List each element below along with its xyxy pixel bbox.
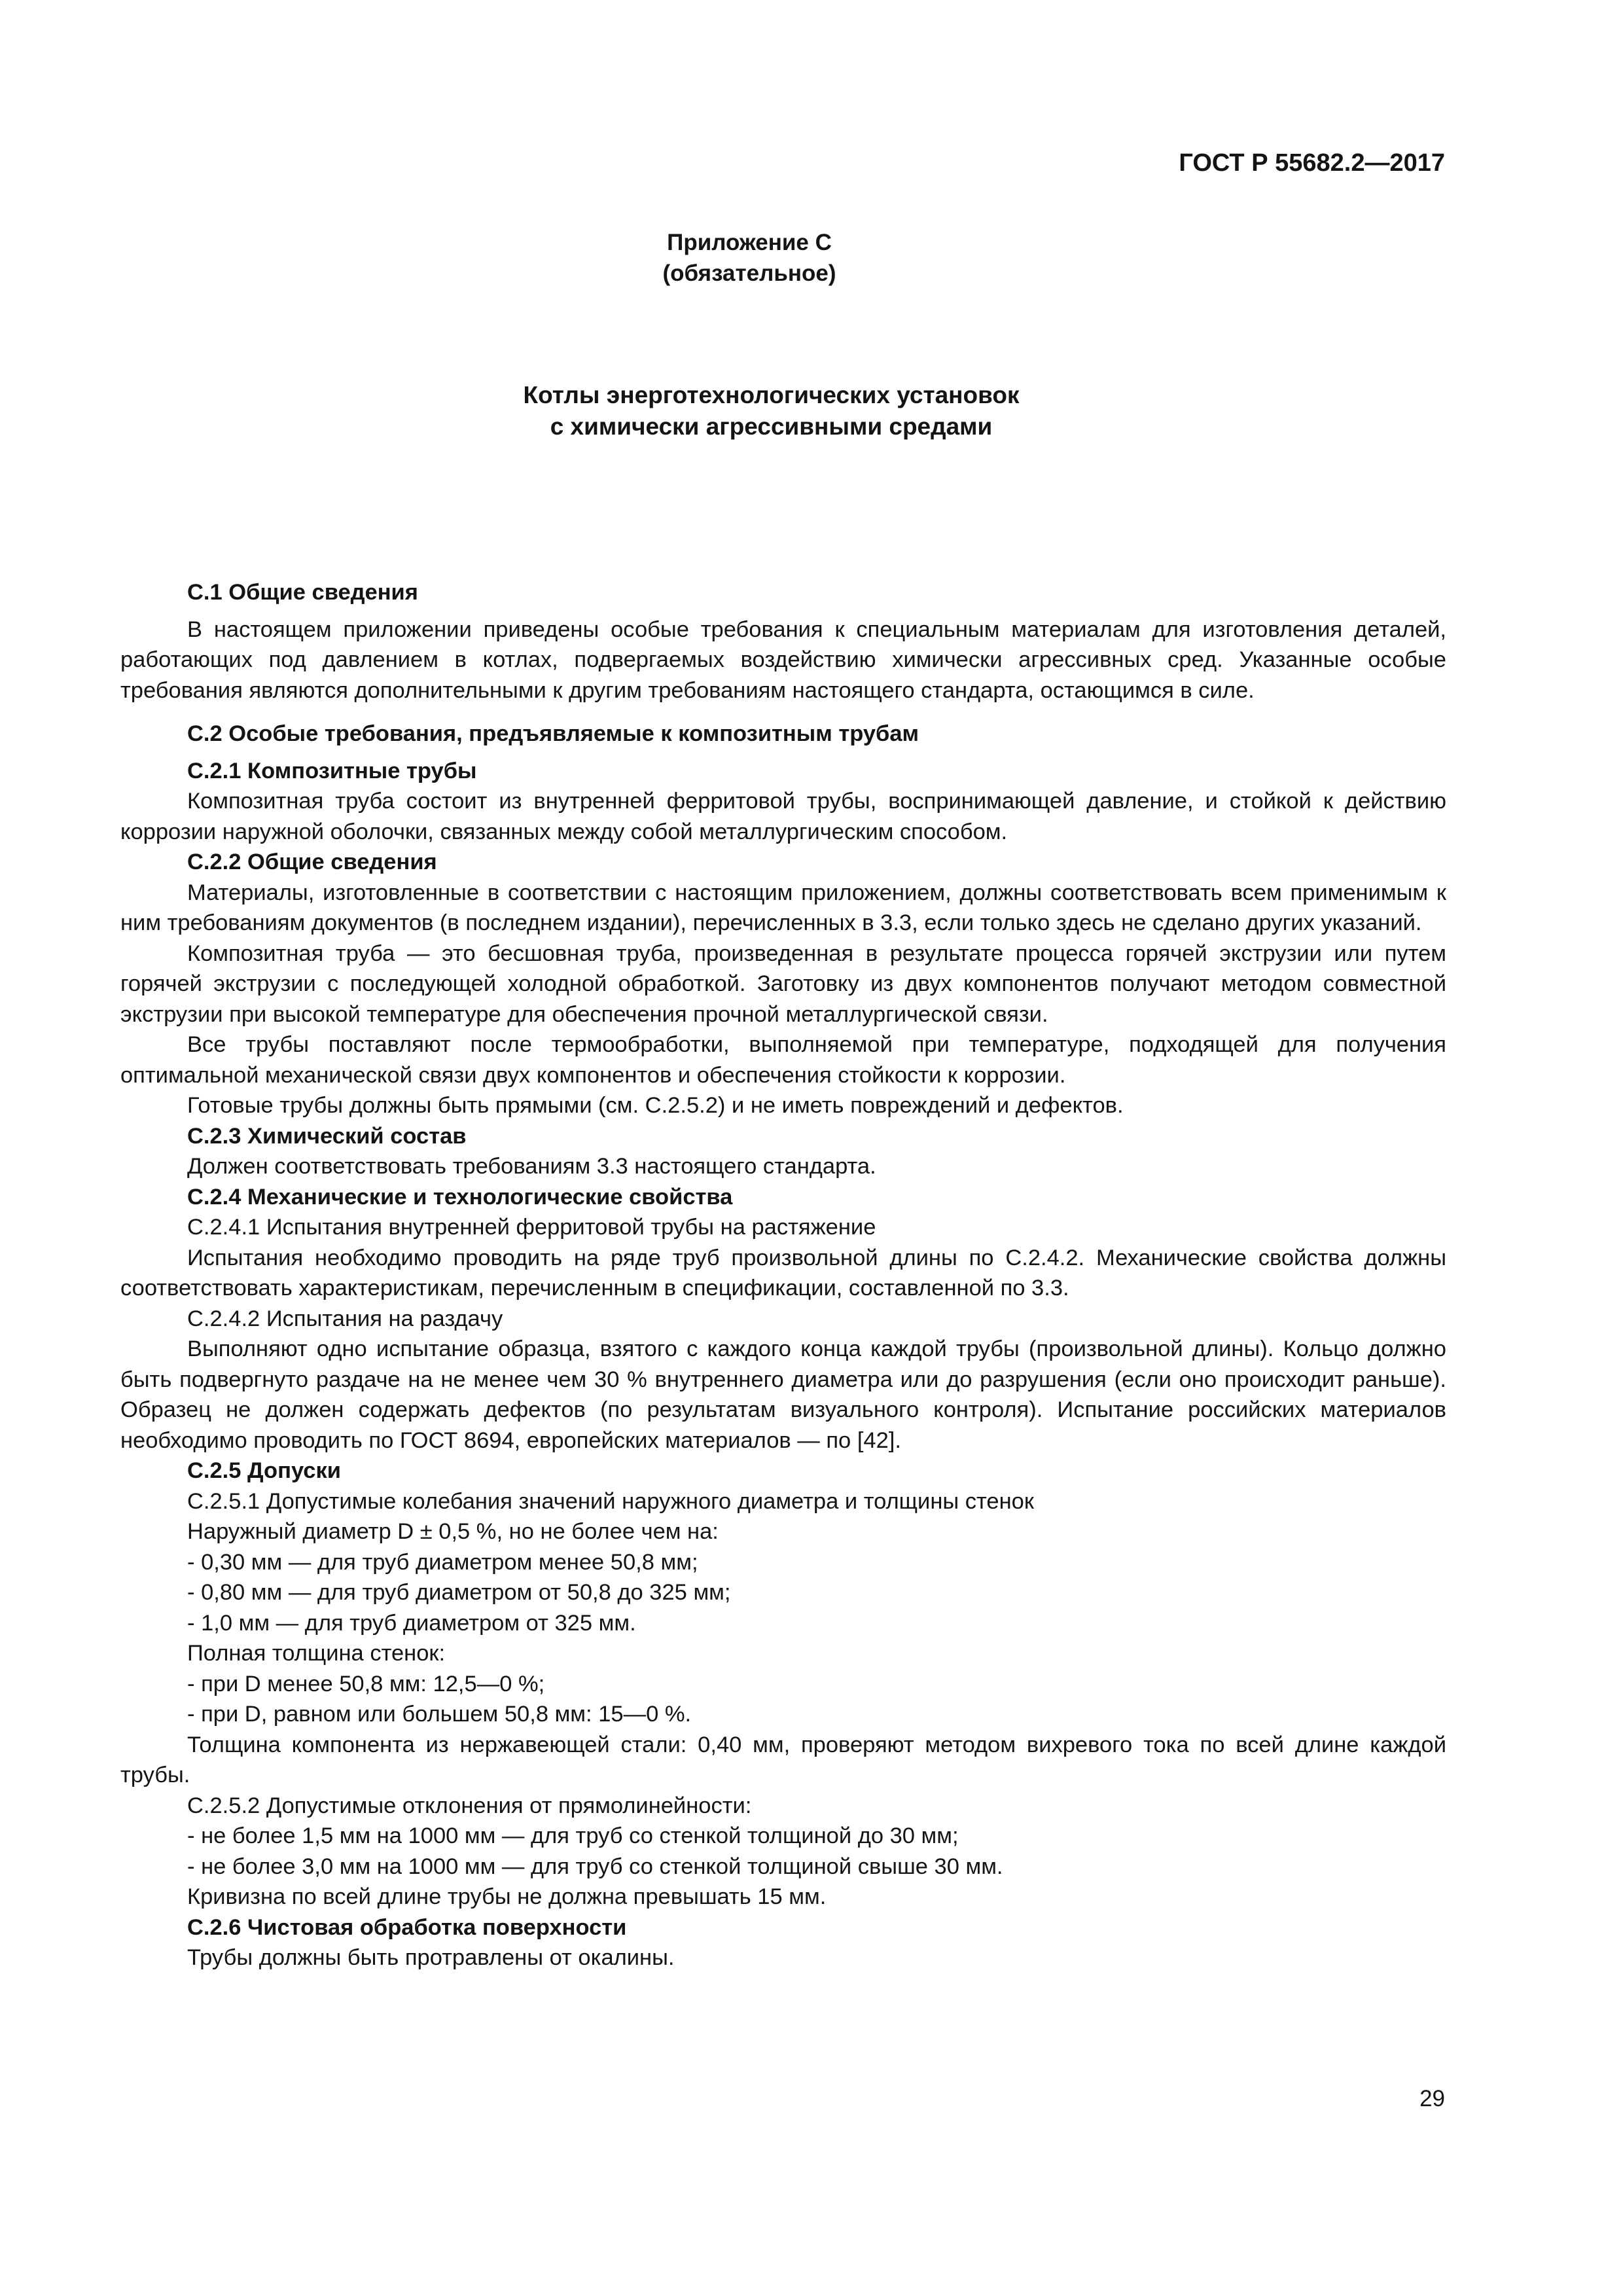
title-line-2: с химически агрессивными средами — [550, 413, 993, 440]
annex-status: (обязательное) — [662, 260, 836, 286]
page-title — [0, 380, 1623, 442]
list-item: - при D менее 50,8 мм: 12,5—0 %; — [187, 1671, 545, 1696]
list-item: - не более 1,5 мм на 1000 мм — для труб со стенкой толщиной до 30 мм; — [187, 1823, 959, 1848]
paragraph: Испытания необходимо проводить на ряде труб произвольной длины по С.2.4.2. Механические свойства должны соответствовать характеристикам, перечисленным в спецификации, составленной по 3.3. — [120, 1245, 1446, 1300]
paragraph: Все трубы поставляют после термообработки, выполняемой при температуре, подходящей для получения оптимальной механической связи двух компонентов и обеспечения стойкости к коррозии. — [120, 1032, 1446, 1088]
subsection-heading: С.2.1 Композитные трубы — [187, 758, 477, 783]
document-body — [120, 577, 1446, 1973]
paragraph: Толщина компонента из нержавеющей стали: 0,40 мм, проверяют методом вихревого тока по всей длине каждой трубы. — [120, 1732, 1446, 1787]
paragraph: Готовые трубы должны быть прямыми (см. С.2.5.2) и не иметь повреждений и дефектов. — [187, 1093, 1124, 1118]
list-item: - 1,0 мм — для труб диаметром от 325 мм. — [187, 1610, 636, 1636]
paragraph: Наружный диаметр D ± 0,5 %, но не более чем на: — [187, 1519, 719, 1544]
subsection-heading: С.2.2 Общие сведения — [187, 850, 437, 874]
subsection-heading: С.2.4 Механические и технологические свойства — [187, 1184, 733, 1210]
clause-heading: С.2.4.2 Испытания на раздачу — [187, 1306, 503, 1331]
annex-label — [0, 227, 1623, 289]
list-item: - не более 3,0 мм на 1000 мм — для труб со стенкой толщиной свыше 30 мм. — [187, 1854, 1003, 1879]
paragraph: Выполняют одно испытание образца, взятого с каждого конца каждой трубы (произвольной длины). Кольцо должно быть подвергнуто раздаче на не менее чем 30 % внутреннего диаметра или до разрушения (если оно происходит раньше). Образец не должен содержать дефектов (по результатам визуального контроля). Испытание российских материалов необходимо проводить по ГОСТ 8694, европейских материалов — по [42]. — [120, 1336, 1446, 1453]
list-item: - 0,80 мм — для труб диаметром от 50,8 до 325 мм; — [187, 1580, 731, 1605]
paragraph: В настоящем приложении приведены особые требования к специальным материалам для изготовления деталей, работающих под давлением в котлах, подвергаемых воздействию химически агрессивных сред. Указанные особые требования являются дополнительными к другим требованиям настоящего стандарта, остающимся в силе. — [120, 617, 1446, 703]
page-number: 29 — [1419, 2086, 1445, 2111]
list-item: - при D, равном или большем 50,8 мм: 15—0 %. — [187, 1702, 692, 1727]
document-code: ГОСТ Р 55682.2—2017 — [1179, 149, 1445, 177]
clause-heading: С.2.4.1 Испытания внутренней ферритовой трубы на растяжение — [187, 1215, 876, 1240]
section-heading: С.1 Общие сведения — [187, 580, 418, 605]
list-item: - 0,30 мм — для труб диаметром менее 50,8 мм; — [187, 1549, 698, 1575]
paragraph: Полная толщина стенок: — [187, 1641, 446, 1666]
subsection-heading: С.2.5 Допуски — [187, 1458, 341, 1483]
subsection-heading: С.2.6 Чистовая обработка поверхности — [187, 1914, 627, 1940]
subsection-heading: С.2.3 Химический состав — [187, 1123, 467, 1149]
paragraph: Материалы, изготовленные в соответствии с настоящим приложением, должны соответствовать всем применимым к ним требованиям документов (в последнем издании), перечисленных в 3.3, если только здесь не сделано других указаний. — [120, 880, 1446, 935]
clause-heading: С.2.5.1 Допустимые колебания значений наружного диаметра и толщины стенок — [187, 1488, 1034, 1514]
paragraph: Композитная труба — это бесшовная труба, произведенная в результате процесса горячей экструзии или путем горячей экструзии с последующей холодной обработкой. Заготовку из двух компонентов получают методом совместной экструзии при высокой температуре для обеспечения прочной металлургической связи. — [120, 941, 1446, 1027]
title-line-1: Котлы энерготехнологических установок — [523, 382, 1020, 408]
annex-title: Приложение С — [667, 230, 832, 255]
paragraph: Композитная труба состоит из внутренней ферритовой трубы, воспринимающей давление, и стойкой к действию коррозии наружной оболочки, связанных между собой металлургическим способом. — [120, 789, 1446, 844]
clause-heading: С.2.5.2 Допустимые отклонения от прямолинейности: — [187, 1793, 752, 1818]
paragraph: Кривизна по всей длине трубы не должна превышать 15 мм. — [187, 1884, 827, 1909]
paragraph: Трубы должны быть протравлены от окалины. — [187, 1945, 675, 1970]
paragraph: Должен соответствовать требованиям 3.3 настоящего стандарта. — [187, 1154, 876, 1179]
section-heading: С.2 Особые требования, предъявляемые к композитным трубам — [187, 721, 919, 746]
